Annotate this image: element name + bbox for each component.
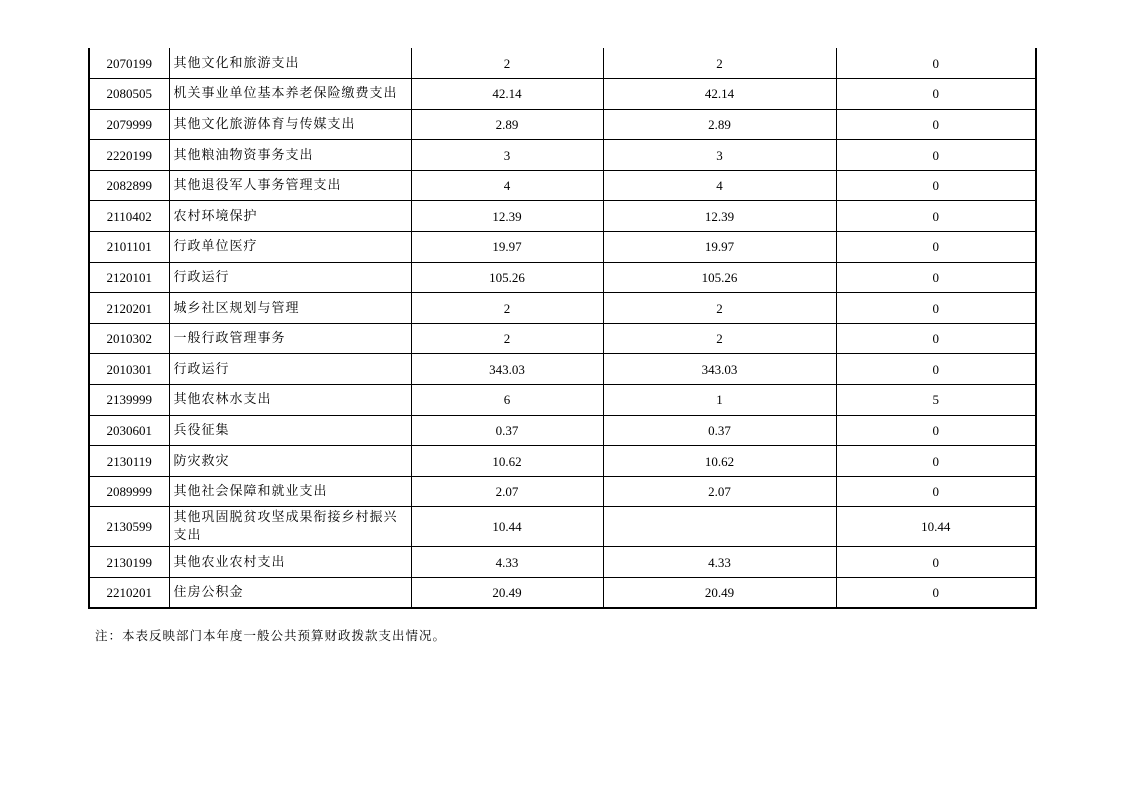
row-project: 0 — [836, 547, 1036, 578]
row-name: 其他文化和旅游支出 — [169, 48, 411, 79]
row-code: 2139999 — [89, 385, 169, 416]
row-name: 城乡社区规划与管理 — [169, 293, 411, 324]
row-total: 4.33 — [411, 547, 603, 578]
row-code: 2130199 — [89, 547, 169, 578]
row-project: 0 — [836, 48, 1036, 79]
row-total: 10.44 — [411, 507, 603, 547]
row-code: 2079999 — [89, 109, 169, 140]
row-basic: 1 — [603, 385, 836, 416]
row-project: 0 — [836, 323, 1036, 354]
row-basic: 19.97 — [603, 232, 836, 263]
row-basic: 2 — [603, 48, 836, 79]
row-code: 2130599 — [89, 507, 169, 547]
row-total: 4 — [411, 170, 603, 201]
budget-table — [88, 48, 1037, 609]
table-row — [89, 578, 1036, 609]
row-code: 2082899 — [89, 170, 169, 201]
row-total: 42.14 — [411, 79, 603, 110]
row-code: 2030601 — [89, 415, 169, 446]
row-code: 2110402 — [89, 201, 169, 232]
row-total: 6 — [411, 385, 603, 416]
row-total: 2.07 — [411, 476, 603, 507]
row-code: 2210201 — [89, 578, 169, 609]
row-total: 3 — [411, 140, 603, 171]
row-name: 其他巩固脱贫攻坚成果衔接乡村振兴支出 — [169, 507, 411, 547]
row-basic: 4 — [603, 170, 836, 201]
table-row — [89, 323, 1036, 354]
row-name: 其他社会保障和就业支出 — [169, 476, 411, 507]
row-basic: 10.62 — [603, 446, 836, 477]
row-project: 0 — [836, 415, 1036, 446]
table-row — [89, 507, 1036, 547]
row-project: 0 — [836, 79, 1036, 110]
row-name: 住房公积金 — [169, 578, 411, 609]
row-project: 0 — [836, 293, 1036, 324]
row-name: 行政运行 — [169, 354, 411, 385]
row-project: 5 — [836, 385, 1036, 416]
row-code: 2120101 — [89, 262, 169, 293]
row-name: 其他农业农村支出 — [169, 547, 411, 578]
row-basic: 3 — [603, 140, 836, 171]
row-basic: 20.49 — [603, 578, 836, 609]
table-row — [89, 79, 1036, 110]
table-row — [89, 547, 1036, 578]
row-name: 一般行政管理事务 — [169, 323, 411, 354]
row-basic: 105.26 — [603, 262, 836, 293]
row-total: 12.39 — [411, 201, 603, 232]
row-total: 0.37 — [411, 415, 603, 446]
row-name: 兵役征集 — [169, 415, 411, 446]
row-total: 10.62 — [411, 446, 603, 477]
table-row — [89, 262, 1036, 293]
row-name: 其他文化旅游体育与传媒支出 — [169, 109, 411, 140]
row-name: 其他退役军人事务管理支出 — [169, 170, 411, 201]
table-row — [89, 140, 1036, 171]
row-basic — [603, 507, 836, 547]
row-name: 机关事业单位基本养老保险缴费支出 — [169, 79, 411, 110]
row-code: 2080505 — [89, 79, 169, 110]
row-code: 2120201 — [89, 293, 169, 324]
table-footnote: 注：本表反映部门本年度一般公共预算财政拨款支出情况。 — [95, 628, 447, 643]
row-code: 2130119 — [89, 446, 169, 477]
row-project: 0 — [836, 476, 1036, 507]
row-basic: 4.33 — [603, 547, 836, 578]
row-project: 0 — [836, 201, 1036, 232]
row-code: 2010301 — [89, 354, 169, 385]
row-total: 19.97 — [411, 232, 603, 263]
table-row — [89, 170, 1036, 201]
row-project: 0 — [836, 170, 1036, 201]
row-code: 2089999 — [89, 476, 169, 507]
row-project: 0 — [836, 446, 1036, 477]
budget-table-container — [88, 48, 1035, 609]
row-basic: 12.39 — [603, 201, 836, 232]
row-code: 2220199 — [89, 140, 169, 171]
row-basic: 343.03 — [603, 354, 836, 385]
row-basic: 2.89 — [603, 109, 836, 140]
row-basic: 0.37 — [603, 415, 836, 446]
row-project: 0 — [836, 578, 1036, 609]
table-row — [89, 109, 1036, 140]
row-total: 2 — [411, 48, 603, 79]
row-name: 防灾救灾 — [169, 446, 411, 477]
row-code: 2101101 — [89, 232, 169, 263]
row-basic: 42.14 — [603, 79, 836, 110]
row-project: 0 — [836, 232, 1036, 263]
table-row — [89, 354, 1036, 385]
table-row — [89, 446, 1036, 477]
row-project: 0 — [836, 140, 1036, 171]
table-row — [89, 201, 1036, 232]
row-name: 其他农林水支出 — [169, 385, 411, 416]
table-row — [89, 232, 1036, 263]
row-total: 2 — [411, 293, 603, 324]
table-row — [89, 293, 1036, 324]
row-basic: 2 — [603, 293, 836, 324]
row-total: 105.26 — [411, 262, 603, 293]
table-row — [89, 385, 1036, 416]
row-name: 行政运行 — [169, 262, 411, 293]
row-basic: 2 — [603, 323, 836, 354]
row-project: 10.44 — [836, 507, 1036, 547]
table-row — [89, 415, 1036, 446]
row-name: 农村环境保护 — [169, 201, 411, 232]
table-row — [89, 476, 1036, 507]
row-project: 0 — [836, 262, 1036, 293]
row-total: 2.89 — [411, 109, 603, 140]
row-project: 0 — [836, 354, 1036, 385]
table-row — [89, 48, 1036, 79]
row-code: 2070199 — [89, 48, 169, 79]
row-project: 0 — [836, 109, 1036, 140]
row-name: 行政单位医疗 — [169, 232, 411, 263]
row-total: 20.49 — [411, 578, 603, 609]
row-total: 343.03 — [411, 354, 603, 385]
row-name: 其他粮油物资事务支出 — [169, 140, 411, 171]
row-code: 2010302 — [89, 323, 169, 354]
row-basic: 2.07 — [603, 476, 836, 507]
row-total: 2 — [411, 323, 603, 354]
